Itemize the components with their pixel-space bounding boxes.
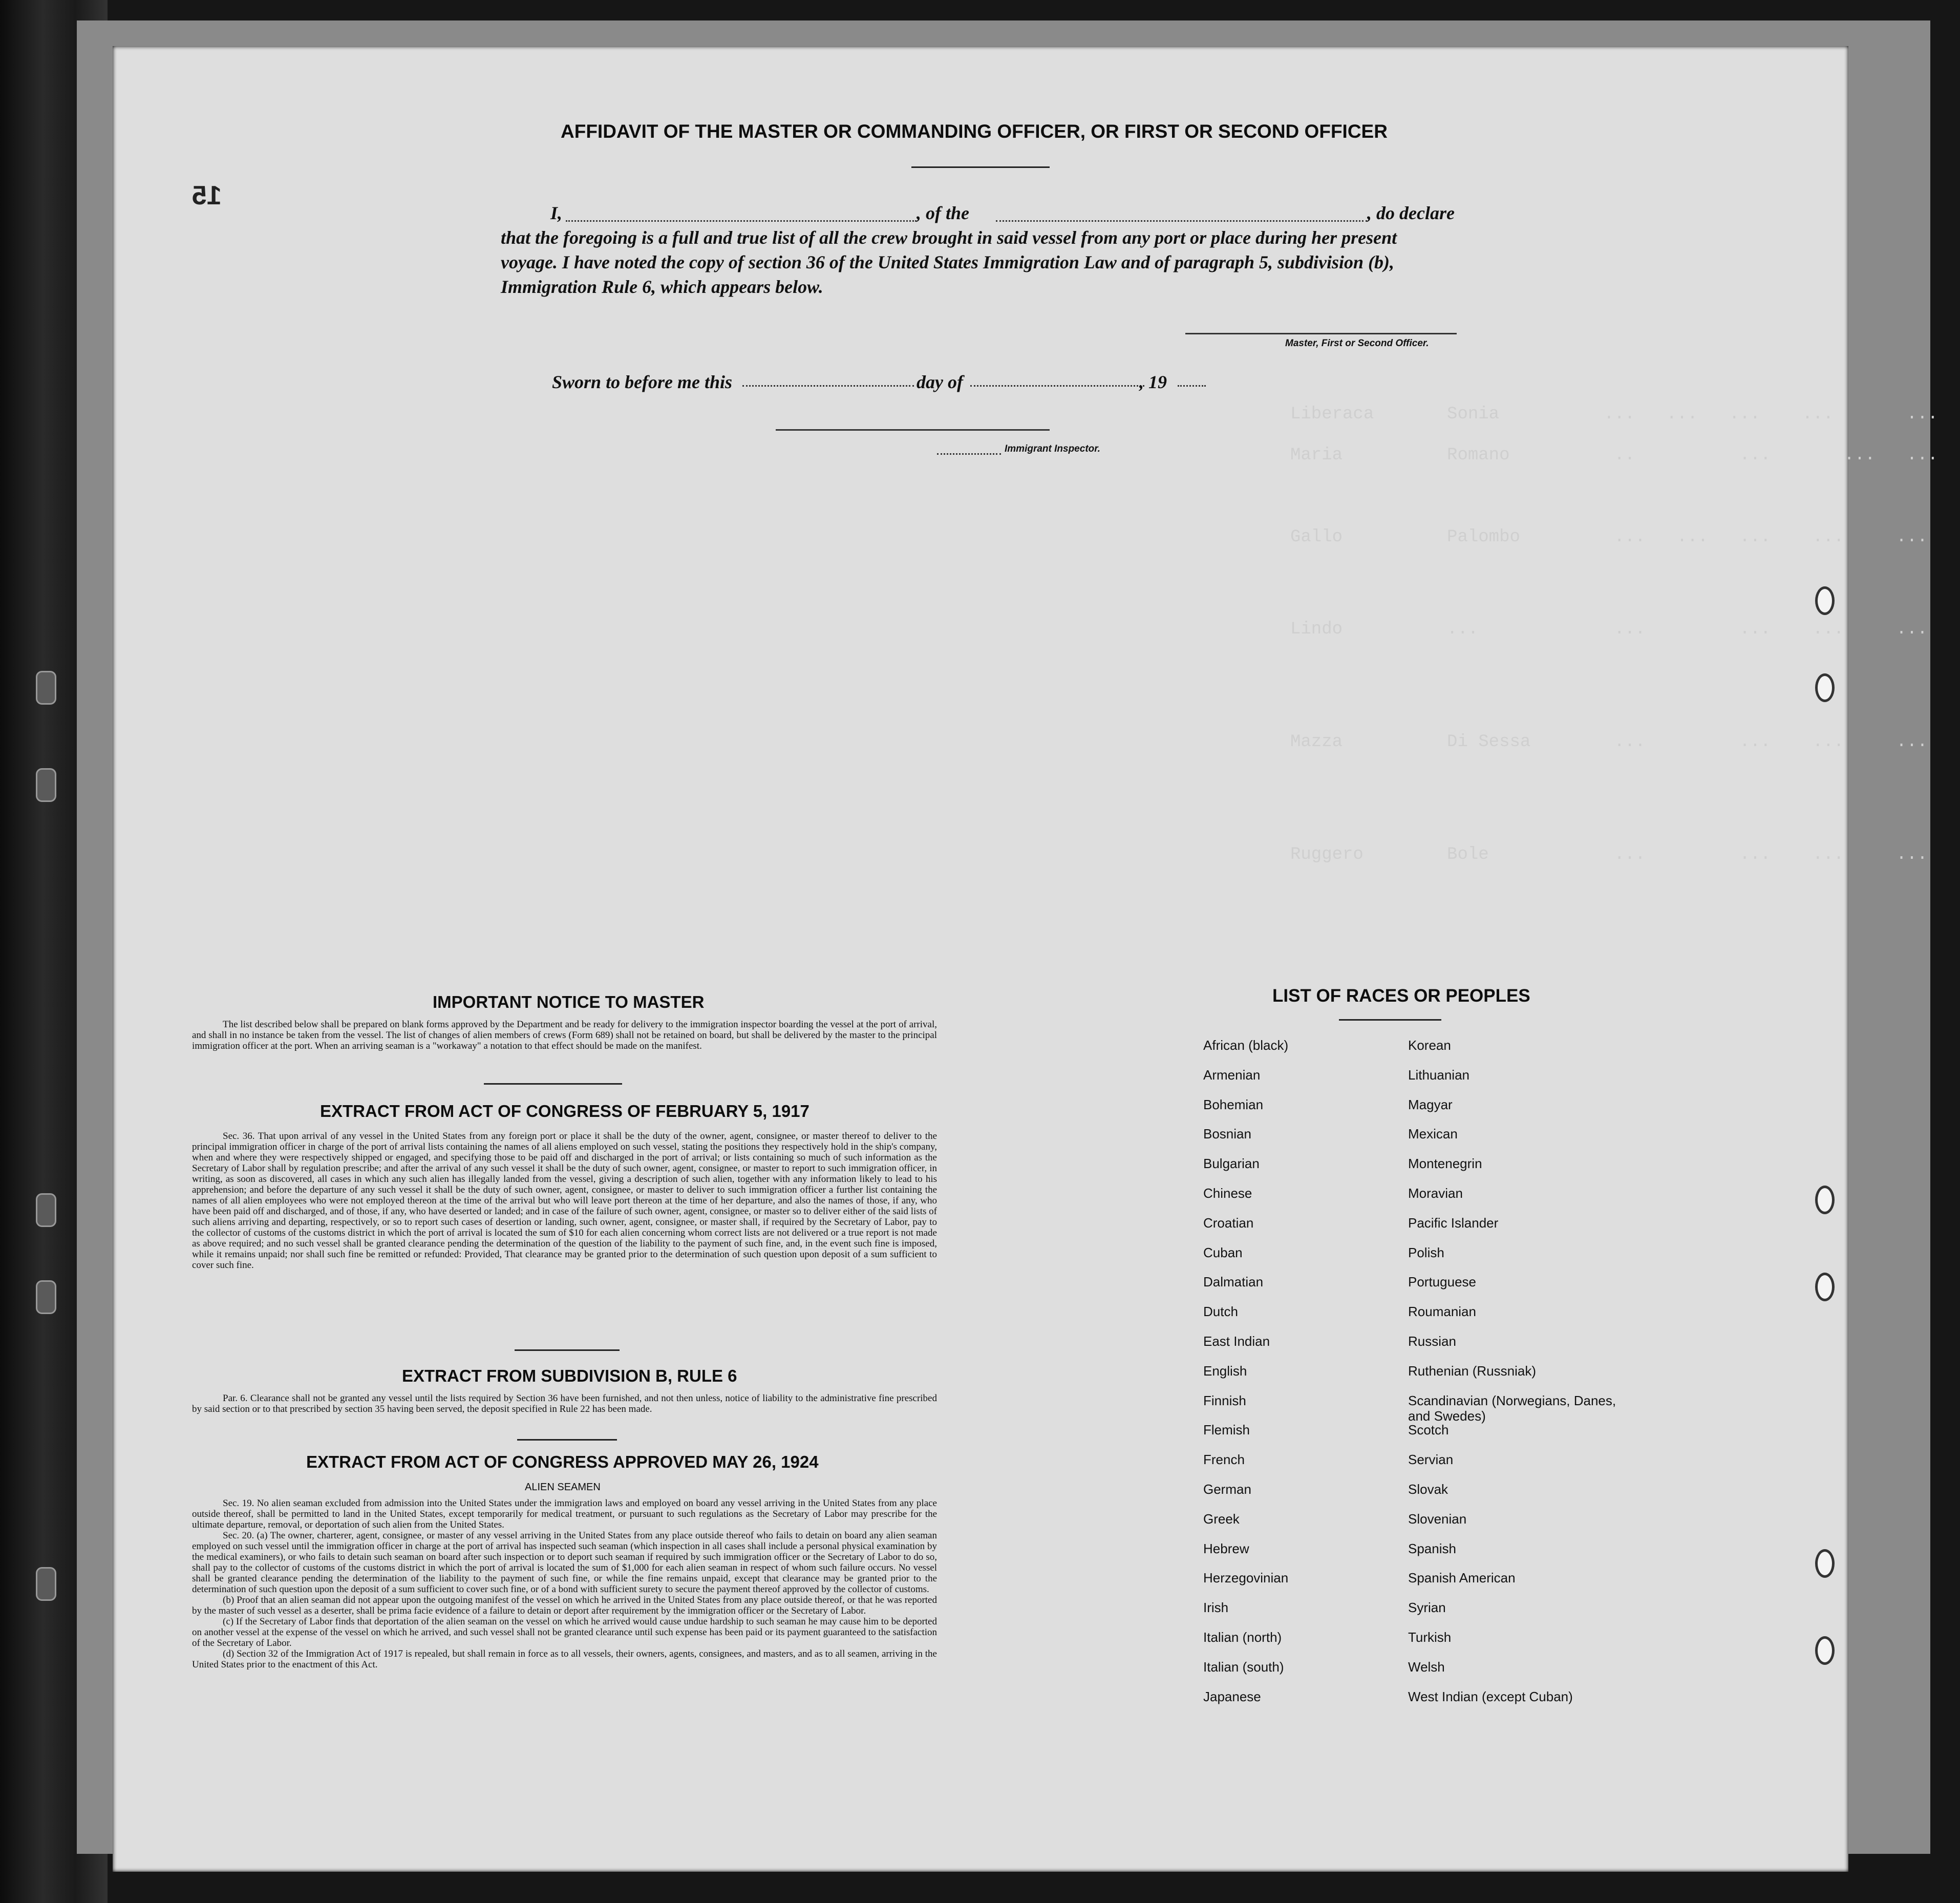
section-divider [515, 1349, 620, 1351]
race-item: Russian [1408, 1333, 1456, 1349]
title-divider [911, 166, 1050, 168]
bleed-through-text: Gallo Palombo ... ... ... ... ... [1290, 527, 1928, 547]
binder-hole [36, 671, 56, 705]
race-item: Finnish [1203, 1392, 1246, 1408]
races-title: LIST OF RACES OR PEOPLES [1272, 986, 1530, 1006]
inspector-label: Immigrant Inspector. [1005, 443, 1100, 454]
extract-1917-title: EXTRACT FROM ACT OF CONGRESS OF FEBRUARY 5, 1917 [320, 1102, 809, 1120]
section-divider [517, 1439, 617, 1441]
race-item: Welsh [1408, 1659, 1445, 1675]
race-item: African (black) [1203, 1038, 1289, 1053]
races-divider [1339, 1019, 1441, 1021]
race-item: Roumanian [1408, 1304, 1476, 1320]
race-item: Flemish [1203, 1422, 1250, 1438]
race-item: Scotch [1408, 1422, 1449, 1438]
vessel-blank[interactable] [996, 220, 1367, 222]
page-number-mark: 15 [192, 181, 222, 210]
race-item: Korean [1408, 1038, 1451, 1053]
race-item: Slovenian [1408, 1511, 1467, 1527]
sec-36-paragraph: Sec. 36. That upon arrival of any vessel in the United States from any foreign port or place it shall be the duty of the owner, agent, consignee, or master thereof to deliver to the principal immigration officer in charge of the port of arrival lists containing the names of all aliens employed on such vessel, stating the positions they respectively hold in the ship's company, when and where they were respectively shipped or engaged, and specifying those to be paid off and discharged in the port of arrival; or lists containing so much of such information as the Secretary of Labor shall by regulation prescribe; and after the arrival of any such vessel it shall be the duty of such owner, agent, consignee, or master to report to such immigration officer, in writing, as soon as discovered, all cases in which any such alien has illegally landed from the vessel, giving a description of such alien, together with any information likely to lead to his apprehension; and before the departure of any such vessel it shall be the duty of such owner, agent, consignee, or master to deliver to such immigration officer a further list containing the names of all alien employees who were not employed thereon at the time of the arrival but who will leave port thereon at the time of her departure, and also the names of those, if any, who have been paid off and discharged, and of those, if any, who have deserted or landed; and in case of the failure of such owner, agent, consignee, or master so to deliver either of the said lists of such aliens arriving and departing, respectively, or so to report such cases of desertion or landing, such owner, agent, consignee, or master shall, if required by the Secretary of Labor, pay to the collector of customs of the customs district in which the port of arrival is located the sum of $10 for each alien concerning whom correct lists are not delivered or a true report is not made as above required; and no such vessel shall be granted clearance pending the determination of the question of the liability to the payment of such fine, and, in the event such fine is imposed, while it remains unpaid; nor shall such fine be remitted or refunded: Provided, That clearance may be granted prior to the determination of such question upon deposit of a sum sufficient to cover such fine. [192, 1131, 937, 1271]
binder-punch-hole [1815, 1549, 1835, 1578]
binder-punch-hole [1815, 1186, 1835, 1214]
section-divider [484, 1083, 622, 1085]
race-item: Servian [1408, 1452, 1454, 1468]
races-column-right [1408, 1038, 1623, 1718]
day-of-label: day of [917, 372, 963, 392]
race-item: Ruthenian (Russniak) [1408, 1363, 1537, 1379]
race-item: Cuban [1203, 1244, 1243, 1260]
bleed-through-text: Ruggero Bole ... ... ... ... [1290, 845, 1928, 864]
race-item: Spanish American [1408, 1570, 1516, 1586]
name-blank[interactable] [566, 220, 917, 222]
race-item: Herzegovinian [1203, 1570, 1289, 1586]
sec-20a-paragraph: Sec. 20. (a) The owner, charterer, agent, consignee, or master of any vessel arriving in the United States from any place outside thereof who fails to detain on board any alien seaman employed on such vessel until the immigration officer in charge at the port of arrival has inspected such seaman (which inspection in all cases shall include a personal physical examination by the medical examiners), or who fails to detain such seaman on board after such inspection or to deport such seaman if required by such immigration officer or the Secretary of Labor to do so, shall pay to the collector of customs of the customs district in which the port of arrival is located the sum of $1,000 for each alien seaman in respect of whom such failure occurs. No vessel shall be granted clearance pending the determination of the liability to the payment of such fine, or while the fine remains unpaid, except that clearance may be granted prior to the determination of such question upon the deposit of a sum sufficient to cover such fine, or of a bond with sufficient surety to secure the payment thereof approved by the collector of customs. [192, 1530, 937, 1595]
race-item: East Indian [1203, 1333, 1270, 1349]
race-item: Montenegrin [1408, 1156, 1482, 1172]
affidavit-declare: , do declare [1367, 203, 1455, 223]
par-6-paragraph: Par. 6. Clearance shall not be granted any vessel until the lists required by Section 36 have been furnished, and not then unless, notice of liability to the administrative fine prescribed by said section or to that prescribed by section 35 having been served, the deposit specified in Rule 22 has been made. [192, 1393, 937, 1414]
year-label: , 19 [1139, 372, 1167, 392]
inspector-dots [937, 453, 1001, 455]
race-item: Hebrew [1203, 1540, 1249, 1556]
sworn-label: Sworn to before me this [552, 372, 733, 392]
race-item: Polish [1408, 1244, 1444, 1260]
binder-punch-hole [1815, 586, 1835, 615]
notice-text [192, 1019, 937, 1051]
sec-19-paragraph: Sec. 19. No alien seaman excluded from admission into the United States under the immigration laws and employed on board any vessel arriving in the United States from any place outside thereof, shall be permitted to land in the United States, except temporarily for medical treatment, or pursuant to such regulations as the Secretary of Labor may prescribe for the ultimate departure, removal, or deportation of such alien from the United States. [192, 1498, 937, 1530]
bleed-through-text: Liberaca Sonia ... ... ... ... ... [1290, 405, 1938, 424]
race-item: Dutch [1203, 1304, 1238, 1320]
sworn-month-blank[interactable] [970, 385, 1144, 387]
extract-rule6-text [192, 1393, 937, 1414]
extract-1924-text [192, 1498, 937, 1670]
race-item: Dalmatian [1203, 1274, 1264, 1290]
bleed-through-text: Lindo ... ... ... ... ... [1290, 620, 1928, 639]
race-item: Slovak [1408, 1481, 1448, 1497]
sec-20b-paragraph: (b) Proof that an alien seaman did not appear upon the outgoing manifest of the vessel on which he arrived in the United States from any place outside thereof, or that he was reported by the master of such vessel as a deserter, shall be prima facie evidence of a failure to detain or deport after requirement by the immigration officer or the Secretary of Labor. [192, 1595, 937, 1616]
sec-20c-paragraph: (c) If the Secretary of Labor finds that deportation of the alien seaman on the vessel on which he arrived would cause undue hardship to such seaman he may cause him to be deported on another vessel at the expense of the vessel on which he arrived, and such vessel shall not be granted clearance until such expense has been paid or its payment guaranteed to the satisfaction of the Secretary of Labor. [192, 1616, 937, 1648]
notice-title: IMPORTANT NOTICE TO MASTER [433, 992, 705, 1011]
master-signature-line[interactable] [1185, 333, 1457, 334]
extract-rule6-title: EXTRACT FROM SUBDIVISION B, RULE 6 [402, 1366, 737, 1385]
extract-1924-title: EXTRACT FROM ACT OF CONGRESS APPROVED MAY 26, 1924 [306, 1452, 819, 1471]
race-item: Armenian [1203, 1067, 1261, 1083]
affidavit-line2: that the foregoing is a full and true list of all the crew brought in said vessel from any port or place during her present [501, 227, 1397, 248]
year-blank[interactable] [1178, 385, 1206, 387]
race-item: Chinese [1203, 1185, 1252, 1201]
affidavit-of-the: , of the [917, 203, 969, 223]
race-item: Bulgarian [1203, 1156, 1260, 1172]
race-item: Turkish [1408, 1629, 1452, 1645]
race-item: Magyar [1408, 1096, 1453, 1112]
alien-seamen-subtitle: ALIEN SEAMEN [525, 1482, 601, 1493]
race-item: Spanish [1408, 1540, 1456, 1556]
affidavit-i: I, [550, 203, 563, 223]
inspector-signature-line[interactable] [776, 429, 1050, 431]
affidavit-title: AFFIDAVIT OF THE MASTER OR COMMANDING OFFICER, OR FIRST OR SECOND OFFICER [561, 121, 1388, 142]
race-item: Bohemian [1203, 1096, 1264, 1112]
race-item: Moravian [1408, 1185, 1463, 1201]
race-item: German [1203, 1481, 1251, 1497]
master-label: Master, First or Second Officer. [1285, 338, 1429, 349]
notice-paragraph: The list described below shall be prepared on blank forms approved by the Department and be ready for delivery to the immigration inspector boarding the vessel at the port of arrival, and shall in no instance be taken from the vessel. The list of changes of alien members of crews (Form 689) shall not be retained on board, but shall be delivered by the master to the principal immigration officer at the port. When an arriving seaman is a "workaway" a notation to that effect should be made on the manifest. [192, 1019, 937, 1051]
race-item: Italian (north) [1203, 1629, 1282, 1645]
race-item: Japanese [1203, 1688, 1261, 1704]
affidavit-line4: Immigration Rule 6, which appears below. [501, 277, 823, 297]
race-item: Portuguese [1408, 1274, 1476, 1290]
race-item: Irish [1203, 1600, 1229, 1616]
binder-hole [36, 1280, 56, 1314]
binder-hole [36, 1567, 56, 1601]
race-item: French [1203, 1452, 1245, 1468]
extract-1917-text [192, 1131, 937, 1271]
affidavit-line3: voyage. I have noted the copy of section 36 of the United States Immigration Law and of paragraph 5, subdivision (b), [501, 252, 1394, 272]
race-item: Scandinavian (Norwegians, Danes, and Swedes) [1408, 1392, 1616, 1424]
binder-hole [36, 768, 56, 802]
race-item: Pacific Islander [1408, 1215, 1499, 1231]
race-item: Bosnian [1203, 1126, 1251, 1142]
sec-20d-paragraph: (d) Section 32 of the Immigration Act of 1917 is repealed, but shall remain in force as to all vessels, their owners, agents, consignees, and masters, and as to all seamen, arriving in the United States prior to the enactment of this Act. [192, 1648, 937, 1670]
binder-punch-hole [1815, 1636, 1835, 1665]
race-item: Greek [1203, 1511, 1240, 1527]
binder-punch-hole [1815, 673, 1835, 702]
race-item: Croatian [1203, 1215, 1254, 1231]
binder-punch-hole [1815, 1273, 1835, 1301]
race-item: English [1203, 1363, 1247, 1379]
race-item: Syrian [1408, 1600, 1446, 1616]
bleed-through-text: Mazza Di Sessa ... ... ... ... [1290, 732, 1928, 752]
sworn-day-blank[interactable] [742, 385, 914, 387]
race-item: Lithuanian [1408, 1067, 1469, 1083]
race-item: Mexican [1408, 1126, 1458, 1142]
races-column-left [1203, 1038, 1398, 1718]
binder-hole [36, 1193, 56, 1227]
bleed-through-text: Maria Romano .. ... ... ... [1290, 446, 1938, 465]
race-item: Italian (south) [1203, 1659, 1284, 1675]
race-item: West Indian (except Cuban) [1408, 1688, 1573, 1704]
